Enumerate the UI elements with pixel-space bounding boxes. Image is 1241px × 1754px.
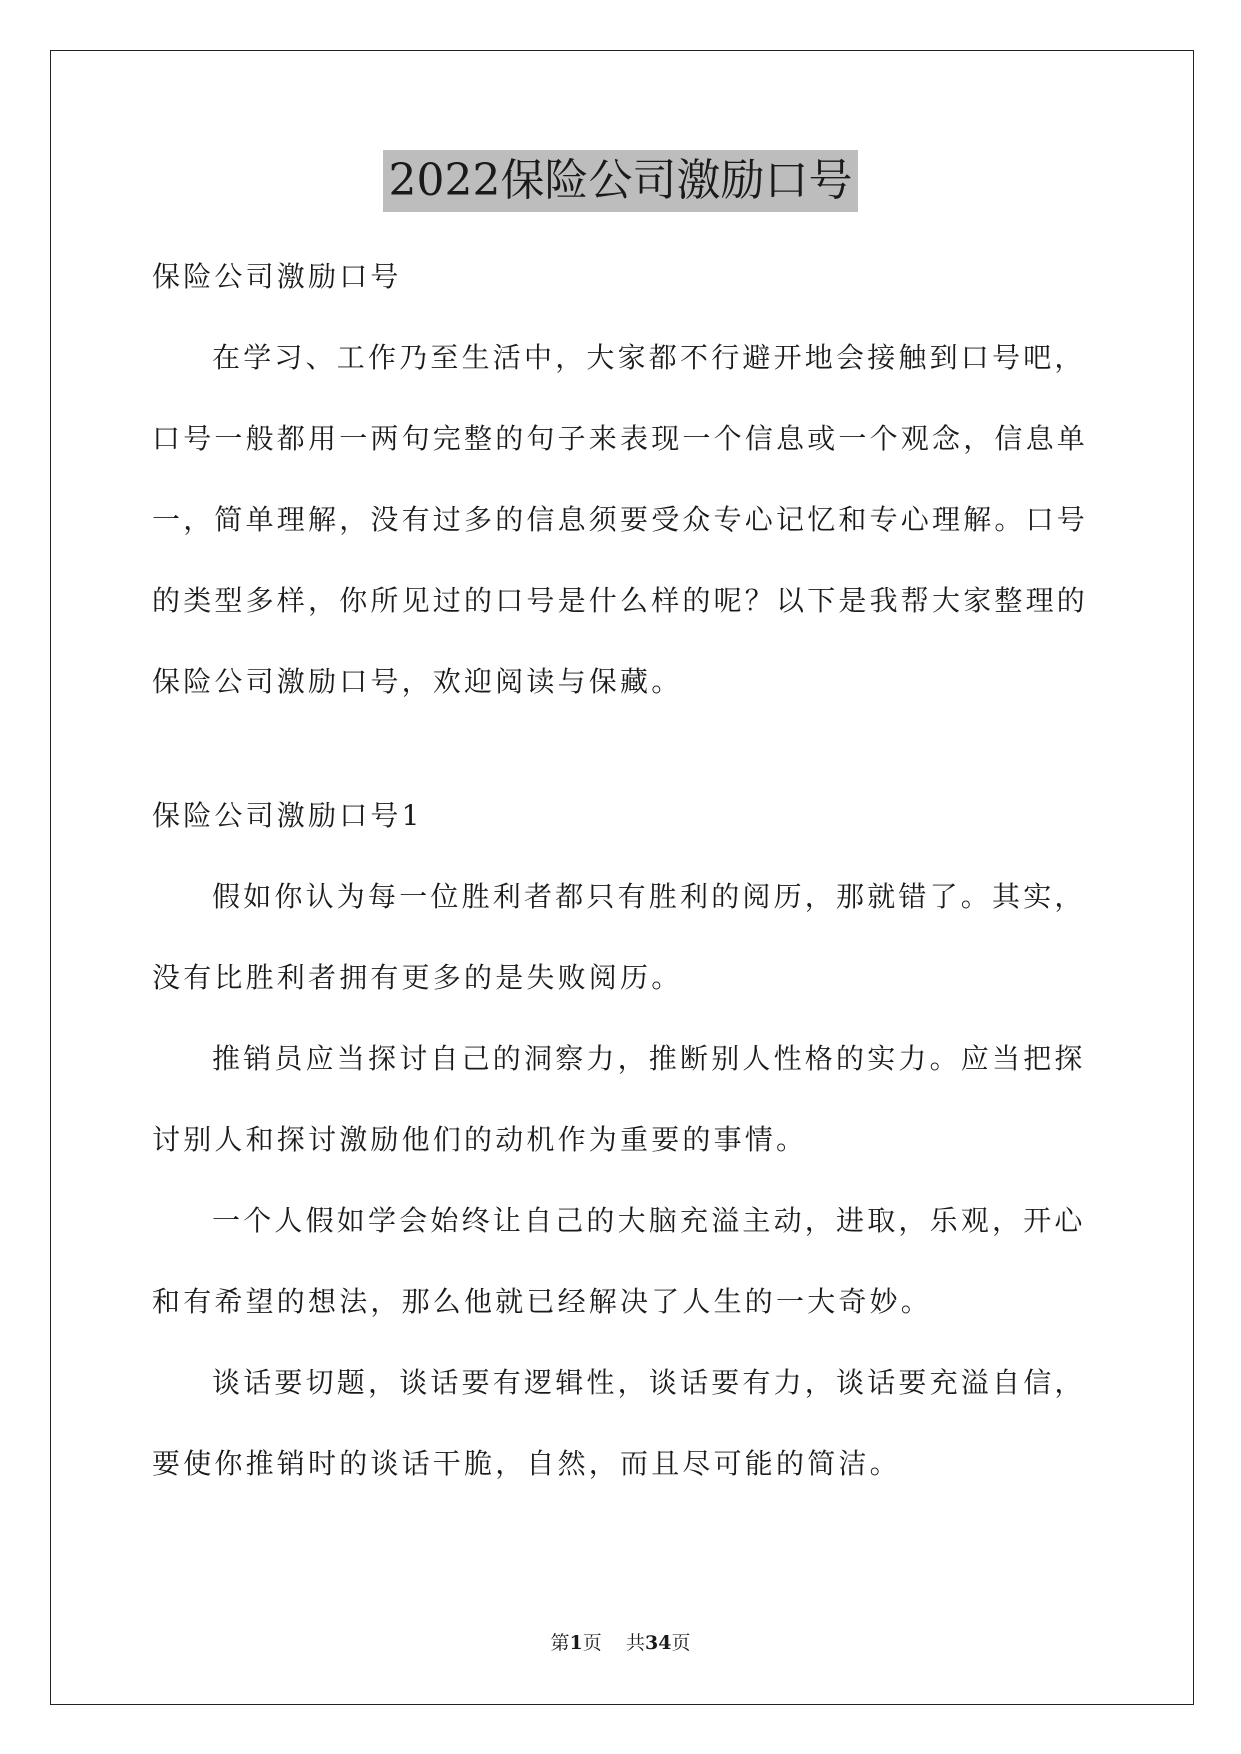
page-footer (0, 1630, 1241, 1656)
section-heading: 保险公司激励口号1 (152, 799, 423, 832)
paragraph-line: 讨别人和探讨激励他们的动机作为重要的事情。 (152, 1123, 808, 1156)
paragraph-line: 的类型多样，你所见过的口号是什么样的呢？以下是我帮大家整理的 (152, 584, 1089, 617)
paragraph-line: 保险公司激励口号，欢迎阅读与保藏。 (152, 665, 683, 698)
total-pages: 34 (644, 1632, 672, 1654)
paragraph-line: 没有比胜利者拥有更多的是失败阅历。 (152, 961, 683, 994)
page-number: 1 (569, 1632, 583, 1654)
intro-heading: 保险公司激励口号 (152, 260, 402, 293)
title-container (0, 150, 1241, 212)
paragraph-line: 和有希望的想法，那么他就已经解决了人生的一大奇妙。 (152, 1285, 933, 1318)
total-suffix: 页 (671, 1632, 691, 1654)
total-prefix: 共 (625, 1632, 645, 1654)
paragraph-line: 假如你认为每一位胜利者都只有胜利的阅历，那就错了。其实， (212, 880, 1086, 913)
document-body (152, 236, 1092, 1504)
paragraph-line: 口号一般都用一两句完整的句子来表现一个信息或一个观念，信息单 (152, 422, 1089, 455)
paragraph-line: 一个人假如学会始终让自己的大脑充溢主动，进取，乐观，开心 (212, 1204, 1086, 1237)
paragraph-line: 推销员应当探讨自己的洞察力，推断别人性格的实力。应当把探 (212, 1042, 1086, 1075)
paragraph-line: 在学习、工作乃至生活中，大家都不行避开地会接触到口号吧， (212, 341, 1086, 374)
section-gap (152, 722, 1092, 775)
paragraph-line: 一，简单理解，没有过多的信息须要受众专心记忆和专心理解。口号 (152, 503, 1089, 536)
paragraph-line: 谈话要切题，谈话要有逻辑性，谈话要有力，谈话要充溢自信， (212, 1366, 1086, 1399)
paragraph-line: 要使你推销时的谈话干脆，自然，而且尽可能的简洁。 (152, 1447, 901, 1480)
page-prefix: 第 (550, 1632, 570, 1654)
page-suffix: 页 (582, 1632, 602, 1654)
document-title: 2022保险公司激励口号 (383, 150, 859, 212)
